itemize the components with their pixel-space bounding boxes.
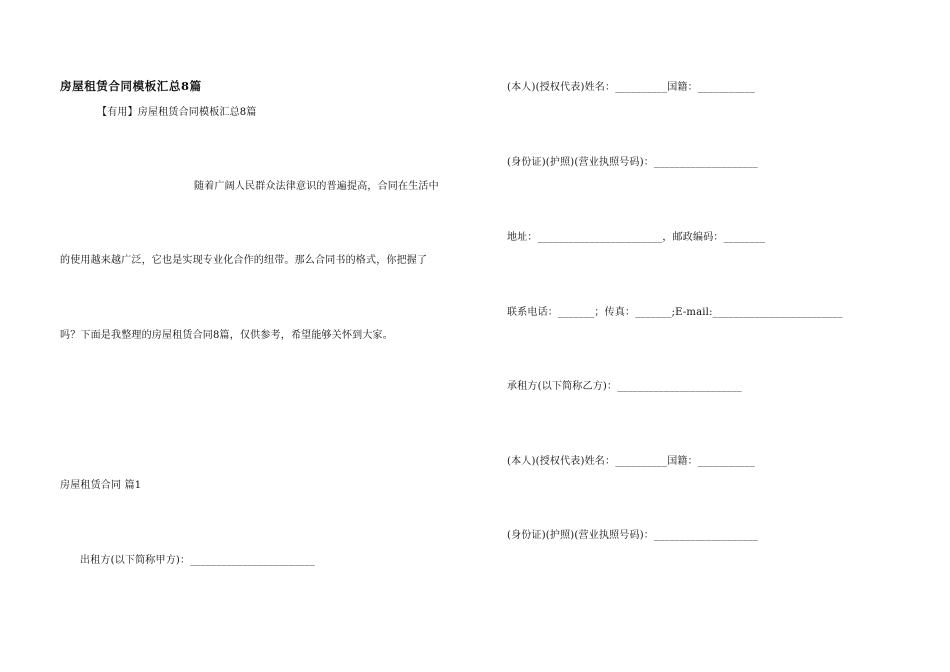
document-subtitle: 【有用】房屋租赁合同模板汇总8篇 — [97, 107, 257, 118]
contact-field: 联系电话：_______；传真：_______;E-mail:_________________________ — [507, 307, 843, 318]
intro-paragraph-line-1: 随着广阔人民群众法律意识的普遍提高，合同在生活中 — [194, 181, 439, 192]
address-field: 地址：________________________，邮政编码：________ — [507, 232, 766, 243]
document-title: 房屋租赁合同模板汇总8篇 — [60, 79, 202, 93]
lessee-name-field: (本人)(授权代表)姓名：__________国籍：___________ — [507, 456, 756, 467]
intro-paragraph-line-3: 吗？下面是我整理的房屋租赁合同8篇，仅供参考，希望能够关怀到大家。 — [60, 330, 393, 341]
section-title: 房屋租赁合同 篇1 — [60, 480, 142, 491]
lessor-field: 出租方(以下简称甲方)：________________________ — [80, 555, 316, 566]
lessee-id-field: (身份证)(护照)(营业执照号码)：____________________ — [507, 530, 759, 541]
intro-paragraph-line-2: 的使用越来越广泛，它也是实现专业化合作的纽带。那么合同书的格式，你把握了 — [60, 255, 428, 266]
lessee-field: 承租方(以下简称乙方)：________________________ — [507, 381, 743, 392]
lessor-name-field: (本人)(授权代表)姓名：__________国籍：___________ — [507, 82, 756, 93]
lessor-id-field: (身份证)(护照)(营业执照号码)：____________________ — [507, 157, 759, 168]
